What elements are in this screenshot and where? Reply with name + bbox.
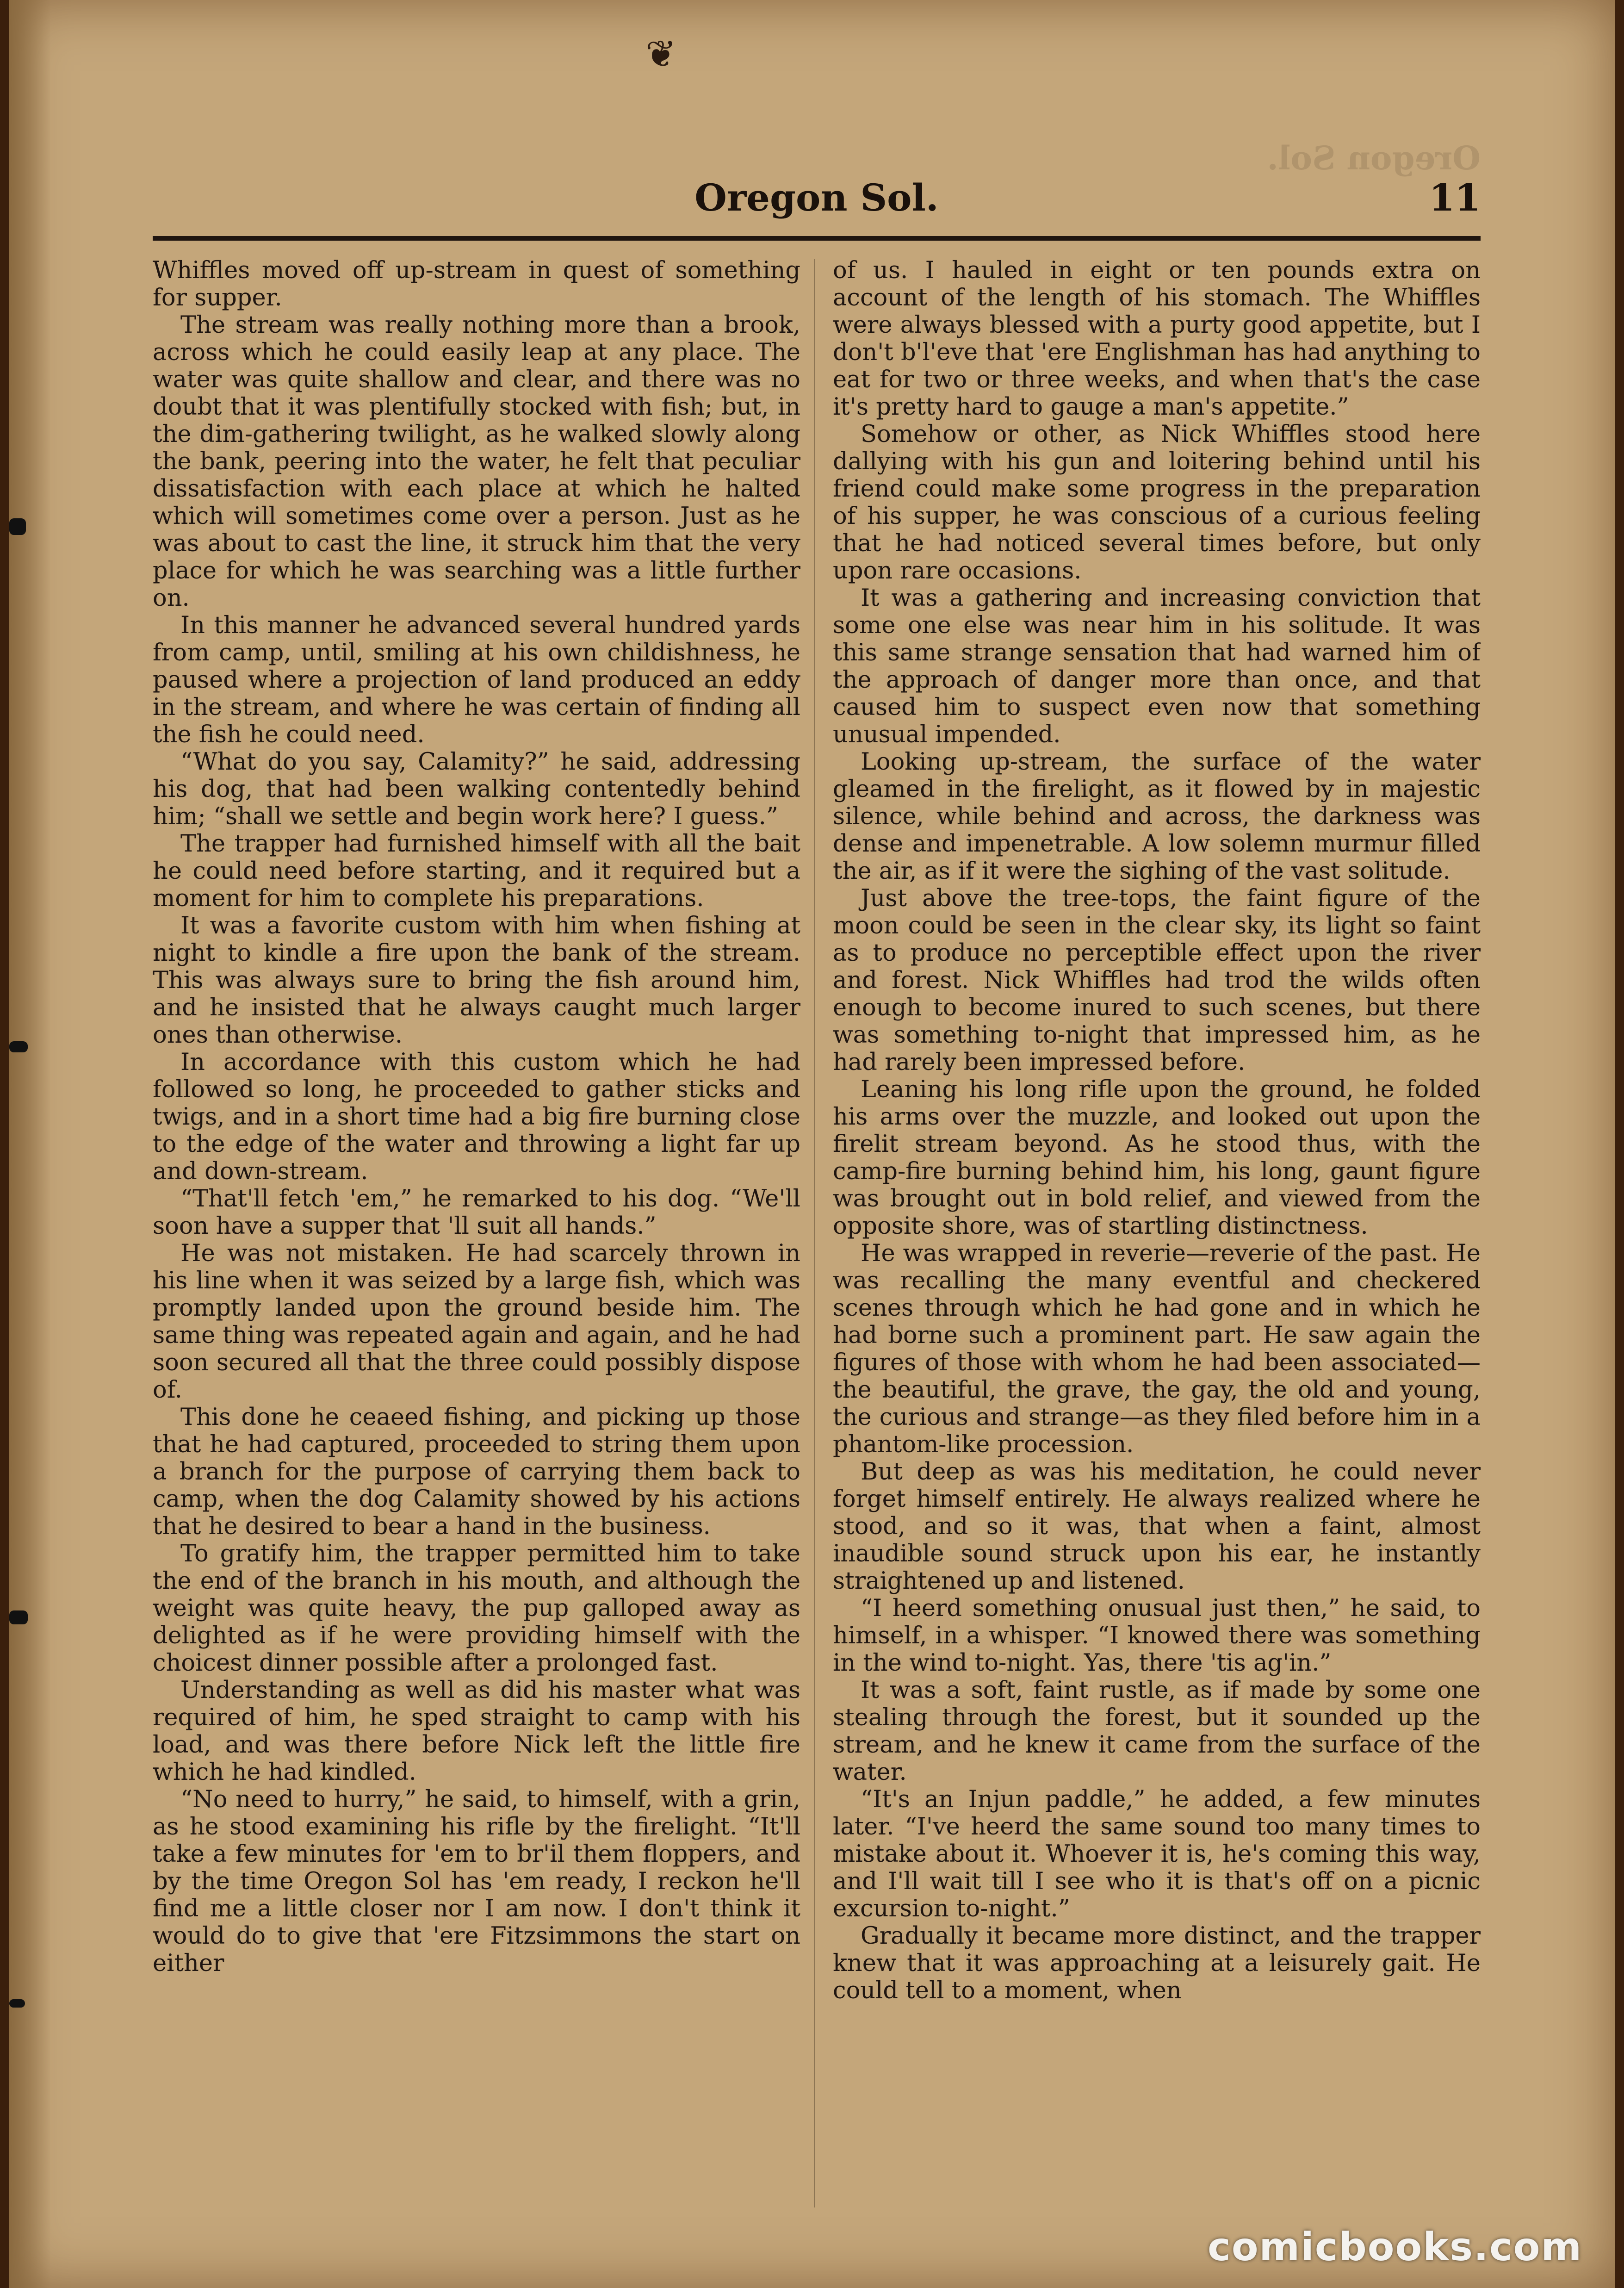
paragraph: “What do you say, Calamity?” he said, addressing his dog, that had been walking contentedly behind him; “shall we settle and begin work here? I guess.” bbox=[153, 748, 800, 830]
running-header bbox=[153, 176, 1481, 227]
binding-tab bbox=[9, 1610, 28, 1624]
paragraph: It was a gathering and increasing conviction that some one else was near him in his solitude. It was this same strange sensation that had warned him of the approach of danger more than once, and that caused him to suspect even now that something unusual impended. bbox=[833, 584, 1481, 748]
binding-gutter bbox=[9, 0, 51, 2288]
paragraph: This done he ceaeed fishing, and picking up those that he had captured, proceeded to string them upon a branch for the purpose of carrying them back to camp, when the dog Calamity showed by his actions that he desired to bear a hand in the business. bbox=[153, 1404, 800, 1540]
paragraph: In accordance with this custom which he had followed so long, he proceeded to gather sticks and twigs, and in a short time had a big fire burning close to the edge of the water and throwing a light far up and down-stream. bbox=[153, 1049, 800, 1185]
paragraph: Gradually it became more distinct, and the trapper knew that it was approaching at a leisurely gait. He could tell to a moment, when bbox=[833, 1922, 1481, 2004]
right-column bbox=[833, 257, 1481, 2214]
binding-tab bbox=[9, 1999, 25, 2008]
page-number: 11 bbox=[1429, 176, 1481, 219]
left-column bbox=[153, 257, 800, 2214]
paragraph: of us. I hauled in eight or ten pounds extra on account of the length of his stomach. The Whiffles were always blessed with a purty good appetite, but I don't b'l'eve that 'ere Englishman has had anything to eat for two or three weeks, and when that's the case it's pretty hard to gauge a man's appetite.” bbox=[833, 257, 1481, 421]
paragraph: Looking up-stream, the surface of the water gleamed in the firelight, as it flowed by in majestic silence, while behind and across, the darkness was dense and impenetrable. A low solemn murmur filled the air, as if it were the sighing of the vast solitude. bbox=[833, 748, 1481, 885]
paragraph: Leaning his long rifle upon the ground, he folded his arms over the muzzle, and looked out upon the firelit stream beyond. As he stood thus, with the camp-fire burning behind him, his long, gaunt figure was brought out in bold relief, and viewed from the opposite shore, was of startling distinctness. bbox=[833, 1076, 1481, 1240]
watermark: comicbooks.com bbox=[1208, 2224, 1582, 2269]
paragraph: But deep as was his meditation, he could never forget himself entirely. He always realized where he stood, and so it was, that when a faint, almost inaudible sound struck upon his ear, he instantly straightened up and listened. bbox=[833, 1458, 1481, 1595]
paragraph: He was not mistaken. He had scarcely thrown in his line when it was seized by a large fish, which was promptly landed upon the ground beside him. The same thing was repeated again and again, and he had soon secured all that the three could possibly dispose of. bbox=[153, 1240, 800, 1404]
paragraph: In this manner he advanced several hundred yards from camp, until, smiling at his own childishness, he paused where a projection of land produced an eddy in the stream, and where he was certain of finding all the fish he could need. bbox=[153, 612, 800, 748]
paragraph: It was a favorite custom with him when fishing at night to kindle a fire upon the bank of the stream. This was always sure to bring the fish around him, and he insisted that he always caught much larger ones than otherwise. bbox=[153, 912, 800, 1049]
paragraph: Understanding as well as did his master what was required of him, he sped straight to camp with his load, and was there before Nick left the little fire which he had kindled. bbox=[153, 1677, 800, 1786]
magazine-page bbox=[9, 0, 1615, 2288]
paragraph: Just above the tree-tops, the faint figure of the moon could be seen in the clear sky, its light so faint as to produce no perceptible effect upon the river and forest. Nick Whiffles had trod the wilds often enough to become inured to such scenes, but there was something to-night that impressed him, as he had rarely been impressed before. bbox=[833, 885, 1481, 1076]
column-divider bbox=[814, 259, 815, 2207]
binding-tab bbox=[9, 1041, 28, 1052]
paragraph: To gratify him, the trapper permitted him to take the end of the branch in his mouth, and although the weight was quite heavy, the pup galloped away as delighted as if he were providing himself with the choicest dinner possible after a prolonged fast. bbox=[153, 1540, 800, 1677]
paragraph: It was a soft, faint rustle, as if made by some one stealing through the forest, but it sounded up the stream, and he knew it came from the surface of the water. bbox=[833, 1677, 1481, 1786]
show-through-text: Oregon Sol. bbox=[1267, 139, 1481, 177]
header-rule bbox=[153, 236, 1481, 241]
page-title: Oregon Sol. bbox=[694, 176, 939, 219]
paragraph: Whiffles moved off up-stream in quest of something for supper. bbox=[153, 257, 800, 311]
paragraph: The trapper had furnished himself with all the bait he could need before starting, and it required but a moment for him to complete his preparations. bbox=[153, 830, 800, 912]
paragraph: “No need to hurry,” he said, to himself, with a grin, as he stood examining his rifle by the firelight. “It'll take a few minutes for 'em to br'il them floppers, and by the time Oregon Sol has 'em ready, I reckon he'll find me a little closer nor I am now. I don't think it would do to give that 'ere Fitzsimmons the start on either bbox=[153, 1786, 800, 1977]
paragraph: “I heerd something onusual just then,” he said, to himself, in a whisper. “I knowed there was something in the wind to-night. Yas, there 'tis ag'in.” bbox=[833, 1595, 1481, 1677]
paragraph: The stream was really nothing more than a brook, across which he could easily leap at any place. The water was quite shallow and clear, and there was no doubt that it was plentifully stocked with fish; but, in the dim-gathering twilight, as he walked slowly along the bank, peering into the water, he felt that peculiar dissatisfaction with each place at which he halted which will sometimes come over a person. Just as he was about to cast the line, it struck him that the very place for which he was searching was a little further on. bbox=[153, 311, 800, 612]
paragraph: Somehow or other, as Nick Whiffles stood here dallying with his gun and loitering behind until his friend could make some progress in the preparation of his supper, he was conscious of a curious feeling that he had noticed several times before, but only upon rare occasions. bbox=[833, 421, 1481, 584]
page-ornament: ❦ bbox=[645, 32, 677, 75]
binding-tab bbox=[9, 518, 26, 535]
paragraph: He was wrapped in reverie—reverie of the past. He was recalling the many eventful and checkered scenes through which he had gone and in which he had borne such a prominent part. He saw again the figures of those with whom he had been associated—the beautiful, the grave, the gay, the old and young, the curious and strange—as they filed before him in a phantom-like procession. bbox=[833, 1240, 1481, 1458]
paragraph: “That'll fetch 'em,” he remarked to his dog. “We'll soon have a supper that 'll suit all hands.” bbox=[153, 1185, 800, 1240]
paragraph: “It's an Injun paddle,” he added, a few minutes later. “I've heerd the same sound too many times to mistake about it. Whoever it is, he's coming this way, and I'll wait till I see who it is that's off on a picnic excursion to-night.” bbox=[833, 1786, 1481, 1922]
